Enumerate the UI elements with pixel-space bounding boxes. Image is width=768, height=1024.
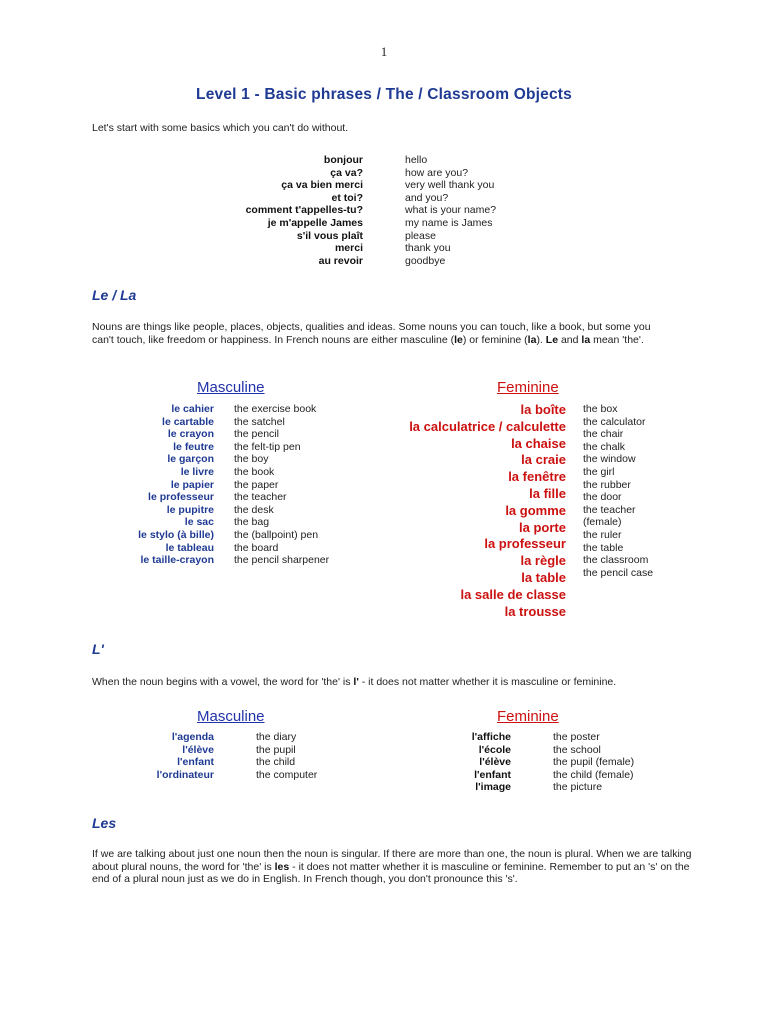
- masculine-noun: l'enfant: [177, 756, 214, 769]
- phrase-fr: bonjour: [323, 154, 363, 166]
- para-bold: la: [527, 333, 537, 346]
- masculine-noun: le garçon: [167, 453, 214, 466]
- noun-translation: the teacher: [234, 491, 287, 504]
- feminine-noun: la gomme: [505, 502, 566, 518]
- feminine-noun: la porte: [519, 519, 566, 535]
- section-heading-les: Les: [92, 815, 117, 831]
- page-title: Level 1 - Basic phrases / The / Classroom Objects: [196, 86, 572, 103]
- feminine-noun: l'image: [475, 781, 511, 794]
- noun-translation: the pencil sharpener: [234, 554, 330, 567]
- noun-translation: the table: [583, 541, 624, 554]
- para-bold: le: [454, 333, 463, 346]
- noun-translation: the girl: [583, 466, 615, 478]
- feminine-noun: la professeur: [484, 536, 566, 552]
- phrase-fr: comment t'appelles-tu?: [245, 204, 363, 217]
- phrase-fr: ça va bien merci: [281, 179, 363, 192]
- phrase-fr: et toi?: [331, 191, 363, 204]
- noun-translation: the pencil case: [583, 566, 654, 579]
- l-masculine-header: Masculine: [197, 708, 265, 725]
- noun-translation: the calculator: [583, 415, 646, 428]
- noun-translation: the chalk: [583, 440, 626, 453]
- masculine-noun: l'élève: [182, 743, 214, 756]
- masculine-noun: l'ordinateur: [156, 768, 214, 781]
- masculine-noun: le papier: [170, 478, 214, 491]
- para-text: ).: [536, 333, 546, 346]
- feminine-noun: la salle de classe: [460, 586, 566, 602]
- noun-translation: the (ballpoint) pen: [234, 529, 319, 541]
- masculine-noun: l'agenda: [171, 731, 214, 743]
- feminine-noun: l'affiche: [471, 731, 511, 743]
- section-heading-le-la: Le / La: [92, 287, 137, 303]
- noun-translation: the felt-tip pen: [234, 440, 301, 453]
- phrase-en: very well thank you: [405, 179, 495, 192]
- noun-translation: the poster: [553, 731, 600, 743]
- para-text: - it does not matter whether it is masculine or feminine.: [358, 676, 617, 688]
- feminine-noun: la chaise: [511, 435, 566, 451]
- masculine-noun: le crayon: [167, 428, 214, 441]
- feminine-noun: l'élève: [479, 756, 511, 769]
- phrase-en: how are you?: [405, 166, 469, 179]
- masculine-noun: le tableau: [165, 541, 214, 554]
- masculine-noun: le cahier: [171, 403, 214, 415]
- noun-translation: the board: [234, 541, 279, 554]
- masculine-noun: le sac: [184, 516, 214, 529]
- noun-translation: the rubber: [583, 478, 631, 491]
- para-text: - it does not matter whether it is masculine or feminine. Remember to put an 's' on the end of a plural noun just as we do in English. In French though, you don't pronounce this 's'.: [92, 860, 690, 885]
- phrase-en: please: [405, 229, 436, 242]
- noun-translation: the door: [583, 491, 622, 504]
- masculine-noun: le stylo (à bille): [138, 529, 214, 541]
- para-text: Nouns are things like people, places, objects, qualities and ideas. Some nouns you can touch, like a book, but some you can't touch, like freedom or happiness. In French nouns are either masculine (: [92, 321, 651, 346]
- phrase-fr: ça va?: [330, 166, 363, 179]
- noun-translation: the pupil: [256, 743, 296, 756]
- noun-translation: the bag: [234, 516, 270, 529]
- noun-translation: the book: [234, 466, 275, 478]
- masculine-noun: le cartable: [162, 415, 214, 428]
- feminine-noun: l'école: [478, 743, 511, 756]
- para-bold: les: [274, 860, 290, 873]
- feminine-noun: la règle: [520, 553, 566, 569]
- feminine-noun: la craie: [521, 452, 566, 468]
- noun-translation: the paper: [234, 478, 279, 491]
- para-text: When the noun begins with a vowel, the word for 'the' is: [92, 676, 354, 688]
- page-number: 1: [380, 44, 388, 59]
- noun-translation: the picture: [553, 781, 603, 794]
- feminine-noun: la trousse: [504, 603, 566, 619]
- phrase-fr: merci: [334, 242, 363, 255]
- phrase-en: goodbye: [405, 254, 446, 267]
- noun-translation: the school: [553, 743, 601, 756]
- feminine-noun: la fille: [529, 486, 566, 501]
- phrase-en: what is your name?: [405, 204, 497, 217]
- phrase-en: hello: [405, 154, 428, 166]
- phrase-en: thank you: [405, 242, 451, 255]
- l-feminine-header: Feminine: [497, 708, 559, 725]
- noun-translation: the teacher: [583, 503, 636, 516]
- phrase-fr: s'il vous plaît: [296, 229, 363, 242]
- noun-translation: the pencil: [234, 428, 279, 441]
- para-bold: Le: [545, 333, 559, 346]
- para-text: and: [558, 333, 582, 346]
- noun-translation: the desk: [234, 503, 274, 516]
- noun-translation: the child: [256, 756, 296, 769]
- noun-translation: the pupil (female): [553, 756, 635, 769]
- noun-translation: the computer: [256, 768, 318, 781]
- les-paragraph: [92, 848, 692, 886]
- masculine-noun: le feutre: [173, 440, 214, 453]
- noun-translation: the satchel: [234, 415, 285, 428]
- phrase-fr: je m'appelle James: [267, 217, 363, 229]
- phrase-en: my name is James: [405, 217, 493, 229]
- feminine-noun: la calculatrice / calculette: [409, 418, 566, 434]
- feminine-noun: la fenêtre: [508, 469, 566, 485]
- noun-translation: the child (female): [553, 768, 634, 781]
- masculine-noun: le taille-crayon: [140, 554, 214, 567]
- feminine-noun: la boîte: [520, 402, 566, 417]
- noun-translation: the box: [583, 403, 618, 415]
- feminine-noun: la table: [521, 570, 566, 585]
- para-text: ) or feminine (: [462, 333, 528, 346]
- masculine-noun: le livre: [180, 466, 214, 478]
- para-text: If we are talking about just one noun then the noun is singular. If there are more than one, the noun is plural. When we are talking about plural nouns, the word for 'the' is: [92, 848, 692, 873]
- noun-translation: (female): [583, 516, 622, 529]
- section-heading-l-apostrophe: L': [92, 641, 104, 657]
- para-bold: l': [353, 676, 359, 688]
- noun-translation: the window: [583, 453, 636, 466]
- noun-translation: the classroom: [583, 554, 649, 567]
- feminine-header: Feminine: [497, 379, 559, 396]
- para-text: mean 'the'.: [590, 333, 644, 346]
- noun-translation: the exercise book: [234, 403, 317, 415]
- le-la-paragraph: [92, 321, 672, 346]
- para-bold: la: [581, 333, 591, 346]
- intro-paragraph: Let's start with some basics which you can't do without.: [92, 122, 349, 134]
- phrase-fr: au revoir: [318, 254, 363, 267]
- noun-translation: the ruler: [583, 529, 622, 541]
- masculine-header: Masculine: [197, 379, 265, 396]
- noun-translation: the diary: [256, 731, 297, 743]
- feminine-noun: l'enfant: [474, 768, 511, 781]
- noun-translation: the chair: [583, 428, 624, 441]
- masculine-noun: le professeur: [148, 491, 214, 504]
- masculine-noun: le pupitre: [166, 503, 214, 516]
- phrase-en: and you?: [405, 191, 449, 204]
- noun-translation: the boy: [234, 453, 269, 466]
- l-apostrophe-paragraph: [92, 676, 712, 689]
